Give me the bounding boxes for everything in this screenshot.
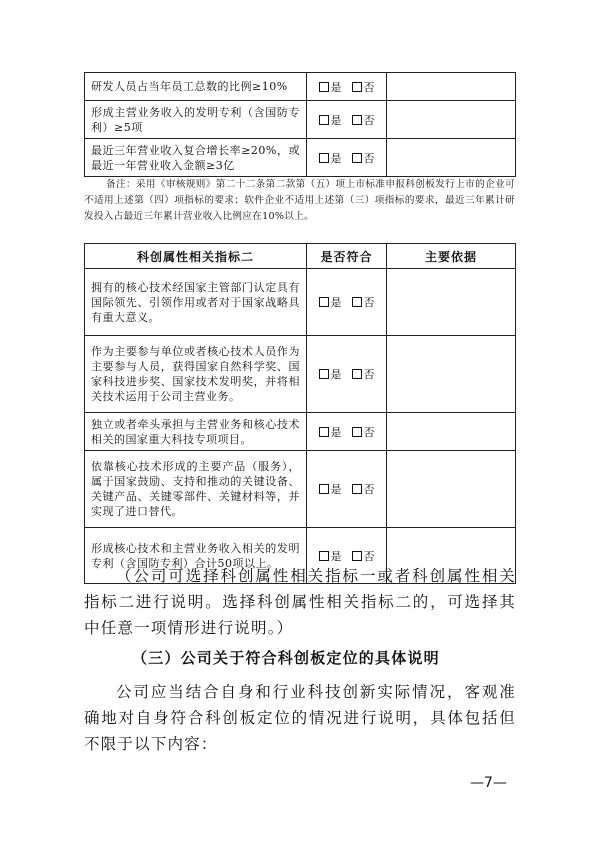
header-basis: 主要依据 — [387, 244, 516, 269]
compliance-cell — [307, 413, 387, 451]
indicator-text: 形成核心技术和主营业务收入相关的发明专利（含国防专利）合计50项以上。 — [91, 541, 300, 570]
checkbox-icon[interactable] — [352, 551, 362, 561]
indicator-cell — [85, 451, 307, 528]
indicator-text: 作为主要参与单位或者核心技术人员作为主要参与人员，获得国家自然科学奖、国家科技进步奖、国家技术发明奖，并将相关技术运用于公司主营业务。 — [91, 345, 300, 403]
table-row — [85, 269, 516, 336]
indicator-cell — [85, 336, 307, 413]
table-row — [85, 413, 516, 451]
checkbox-icon[interactable] — [319, 484, 329, 494]
checkbox-icon[interactable] — [352, 153, 362, 163]
header-compliance: 是否符合 — [307, 244, 387, 269]
indicator-cell — [85, 269, 307, 336]
compliance-cell — [307, 73, 387, 101]
basis-cell[interactable] — [387, 101, 516, 139]
indicator-text: 依靠核心技术形成的主要产品（服务），属于国家鼓励、支持和推动的关键设备、关键产品、关键零部件、关键材料等，并实现了进口替代。 — [91, 460, 300, 518]
indicator-cell — [85, 413, 307, 451]
header-indicator: 科创属性相关指标二 — [85, 244, 307, 269]
page-number: —7— — [470, 775, 507, 791]
table-row — [85, 101, 516, 139]
indicator-cell — [85, 101, 307, 139]
checkbox-icon[interactable] — [352, 484, 362, 494]
checkbox-icon[interactable] — [352, 115, 362, 125]
checkbox-icon[interactable] — [319, 427, 329, 437]
body-paragraph: 公司应当结合自身和行业科技创新实际情况，客观准确地对自身符合科创板定位的情况进行说明，具体包括但不限于以下内容： — [84, 683, 516, 753]
yes-option[interactable]: 是 — [319, 366, 342, 382]
checkbox-icon[interactable] — [319, 153, 329, 163]
compliance-cell — [307, 336, 387, 413]
no-option[interactable]: 否 — [352, 79, 375, 95]
checkbox-icon[interactable] — [319, 369, 329, 379]
table-row — [85, 139, 516, 177]
no-option[interactable]: 否 — [352, 112, 375, 128]
yes-option[interactable]: 是 — [319, 424, 342, 440]
basis-cell[interactable] — [387, 336, 516, 413]
indicator-text: 最近三年营业收入复合增长率≥20%，或最近一年营业收入金额≥3亿 — [91, 143, 300, 172]
no-option[interactable]: 否 — [352, 294, 375, 310]
yes-option[interactable]: 是 — [319, 112, 342, 128]
checkbox-icon[interactable] — [319, 551, 329, 561]
basis-cell[interactable] — [387, 73, 516, 101]
table-row — [85, 336, 516, 413]
indicator-cell — [85, 139, 307, 177]
yes-option[interactable]: 是 — [319, 294, 342, 310]
indicator-table-two — [84, 243, 516, 584]
checkbox-icon[interactable] — [352, 82, 362, 92]
indicator-cell — [85, 73, 307, 101]
basis-cell[interactable] — [387, 451, 516, 528]
basis-cell[interactable] — [387, 139, 516, 177]
compliance-cell — [307, 139, 387, 177]
no-option[interactable]: 否 — [352, 150, 375, 166]
yes-option[interactable]: 是 — [319, 481, 342, 497]
checkbox-icon[interactable] — [352, 369, 362, 379]
section-heading: （三）公司关于符合科创板定位的具体说明 — [132, 649, 440, 667]
table-note: 备注：采用《审核规则》第二十二条第二款第（五）项上市标准申报科创板发行上市的企业可不适用上述第（四）项指标的要求；软件企业不适用上述第（三）项指标的要求，最近三年累计研发投入占最近三年累计营业收入比例应在10%以上。 — [84, 179, 515, 222]
checkbox-icon[interactable] — [319, 82, 329, 92]
compliance-cell — [307, 451, 387, 528]
yes-option[interactable]: 是 — [319, 548, 342, 564]
compliance-cell — [307, 269, 387, 336]
instruction-paragraph: （公司可选择科创属性相关指标一或者科创属性相关指标二进行说明。选择科创属性相关指标二的，可选择其中任意一项情形进行说明。） — [84, 567, 516, 637]
basis-cell[interactable] — [387, 269, 516, 336]
no-option[interactable]: 否 — [352, 548, 375, 564]
no-option[interactable]: 否 — [352, 481, 375, 497]
table-row — [85, 73, 516, 101]
indicator-text: 独立或者牵头承担与主营业务和核心技术相关的国家重大科技专项项目。 — [91, 417, 300, 446]
checkbox-icon[interactable] — [319, 297, 329, 307]
no-option[interactable]: 否 — [352, 366, 375, 382]
indicator-text: 研发人员占当年员工总数的比例≥10% — [91, 80, 288, 93]
yes-option[interactable]: 是 — [319, 79, 342, 95]
table-header-row — [85, 244, 516, 269]
table-row — [85, 451, 516, 528]
no-option[interactable]: 否 — [352, 424, 375, 440]
basis-cell[interactable] — [387, 413, 516, 451]
checkbox-icon[interactable] — [352, 297, 362, 307]
compliance-cell — [307, 101, 387, 139]
indicator-text: 形成主营业务收入的发明专利（含国防专利）≥5项 — [91, 105, 300, 134]
indicator-table-one — [84, 72, 516, 177]
checkbox-icon[interactable] — [319, 115, 329, 125]
yes-option[interactable]: 是 — [319, 150, 342, 166]
indicator-text: 拥有的核心技术经国家主管部门认定具有国际领先、引领作用或者对于国家战略具有重大意义。 — [91, 280, 300, 324]
checkbox-icon[interactable] — [352, 427, 362, 437]
